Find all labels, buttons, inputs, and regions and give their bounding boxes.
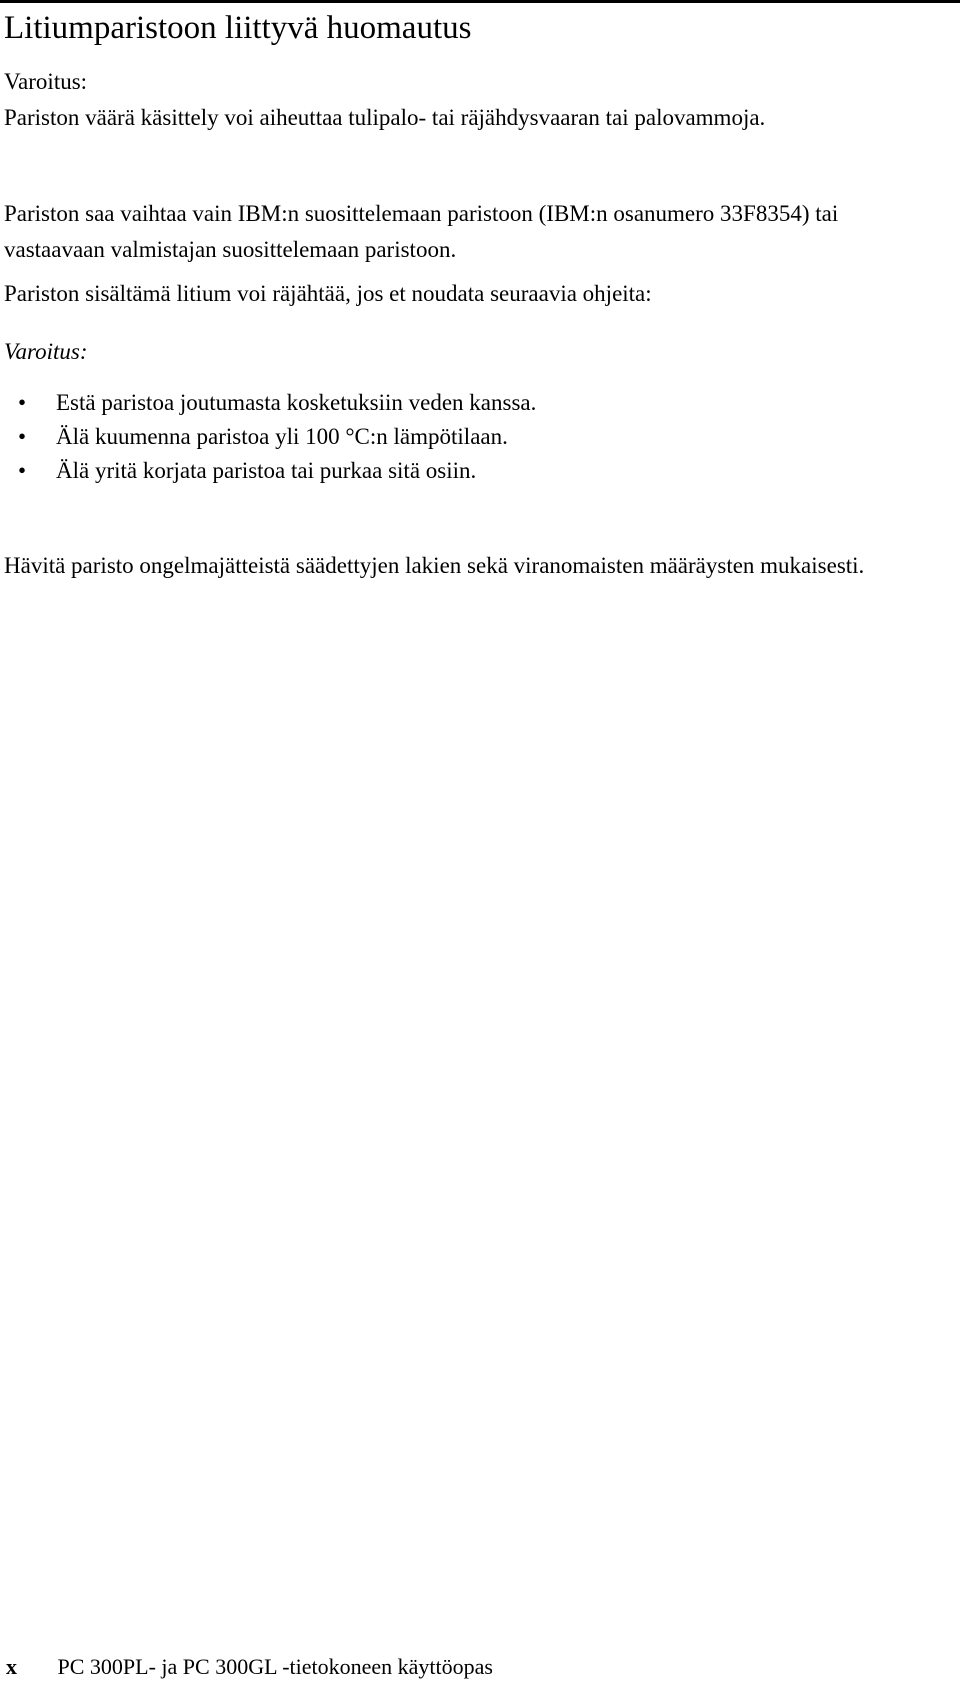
page-footer [6,1653,493,1681]
notice-label: Varoitus: [4,69,88,94]
caution-list [4,388,704,490]
list-item-text: Älä yritä korjata paristoa tai purkaa sitä osiin. [56,458,477,483]
bullet-icon: • [18,390,27,415]
caution-label: Varoitus: [4,339,88,364]
page-title: Litiumparistoon liittyvä huomautus [4,10,472,46]
lithium-warning-paragraph: Pariston sisältämä litium voi räjähtää, jos et noudata seuraavia ohjeita: [4,281,652,306]
bullet-icon: • [18,458,27,483]
list-item-text: Estä paristoa joutumasta kosketuksiin veden kanssa. [56,390,537,415]
top-rule [0,0,960,3]
notice-text: Pariston väärä käsittely voi aiheuttaa tulipalo- tai räjähdysvaaran tai palovammoja. [4,105,766,130]
list-item-text: Älä kuumenna paristoa yli 100 °C:n lämpötilaan. [56,424,508,449]
book-title: PC 300PL- ja PC 300GL -tietokoneen käyttöopas [57,1654,493,1679]
disposal-paragraph: Hävitä paristo ongelmajätteistä säädettyjen lakien sekä viranomaisten määräysten mukaisesti. [4,553,865,578]
bullet-icon: • [18,424,27,449]
replacement-paragraph: Pariston saa vaihtaa vain IBM:n suosittelemaan paristoon (IBM:n osanumero 33F8354) tai vastaavaan valmistajan suosittelemaan paristoon. [4,201,839,262]
list-item [4,456,704,486]
page-number: x [6,1654,17,1679]
list-item [4,422,704,452]
list-item [4,388,704,418]
